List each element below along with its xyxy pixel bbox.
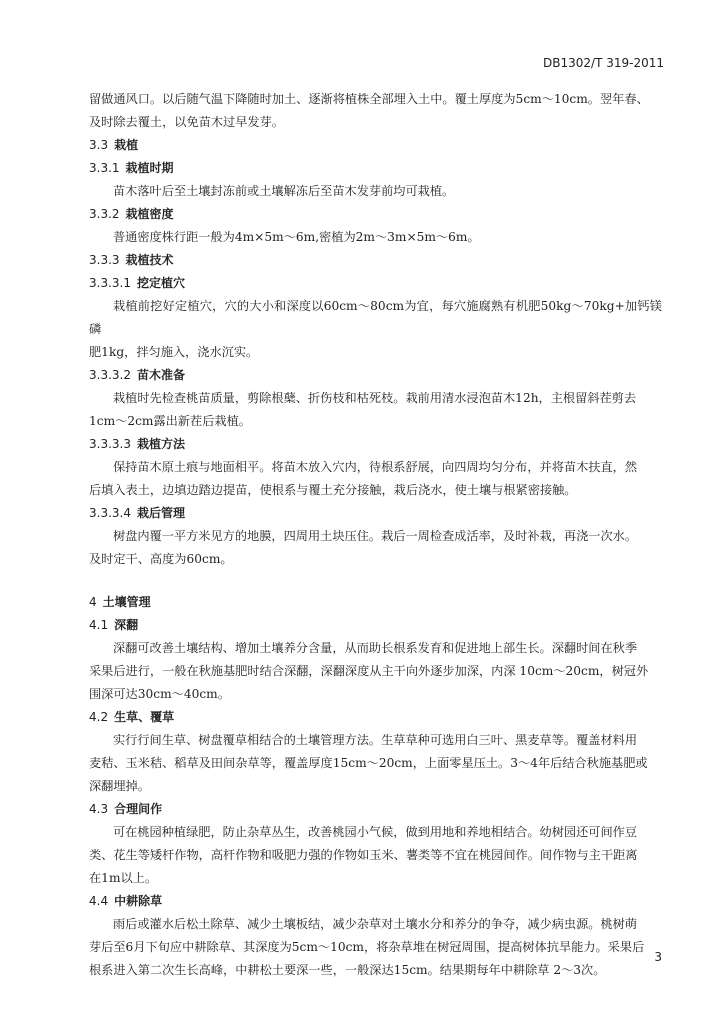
section-heading: [89, 203, 662, 226]
section-title: 栽植技术: [125, 253, 174, 267]
section-heading: [89, 157, 662, 180]
section-number: 4.1: [89, 618, 109, 632]
section-heading: [89, 614, 662, 637]
paragraph: 后填入表土，边填边踏边提苗，使根系与覆土充分接触，栽后浇水，使土壤与根紧密接触。: [89, 483, 577, 497]
section-title: 栽植时期: [125, 161, 174, 175]
paragraph: 保持苗木原土痕与地面相平。将苗木放入穴内，待根系舒展，向四周均匀分布，并将苗木扶直，然: [113, 460, 638, 474]
section-number: 3.3.3.1: [89, 276, 131, 290]
section-title: 土壤管理: [102, 595, 151, 609]
paragraph: 深翻埋掉。: [89, 779, 150, 793]
section-heading: [89, 272, 662, 295]
section-number: 3.3: [89, 138, 109, 152]
section-number: 4.2: [89, 710, 109, 724]
paragraph: 栽植时先检查桃苗质量，剪除根蘖、折伤枝和枯死枝。栽前用清水浸泡苗木12h，主根留斜茬剪去: [113, 391, 637, 405]
paragraph: 及时除去覆土，以免苗木过早发芽。: [89, 115, 284, 129]
paragraph: 深翻可改善土壤结构、增加土壤养分含量，从而助长根系发育和促进地上部生长。深翻时间在秋季: [113, 641, 638, 655]
paragraph: 芽后至6月下旬应中耕除草、其深度为5cm～10cm，将杂草堆在树冠周围，提高树体抗旱能力。采果后: [89, 940, 645, 954]
section-heading: [89, 798, 662, 821]
document-code: DB1302/T 319-2011: [543, 56, 664, 70]
section-number: 3.3.3: [89, 253, 120, 267]
section-number: 4.3: [89, 802, 109, 816]
paragraph: 普通密度株行距一般为4m×5m～6m,密植为2m～3m×5m～6m。: [113, 230, 480, 244]
section-heading: [89, 433, 662, 456]
section-title: 中耕除草: [114, 894, 163, 908]
section-number: 3.3.3.2: [89, 368, 131, 382]
paragraph: 可在桃园种植绿肥，防止杂草丛生，改善桃园小气候，做到用地和养地相结合。幼树园还可间作豆: [113, 825, 638, 839]
paragraph: 肥1kg，拌匀施入，浇水沉实。: [89, 345, 259, 359]
section-number: 3.3.3.4: [89, 506, 131, 520]
section-number: 4: [89, 595, 97, 609]
section-number: 3.3.3.3: [89, 437, 131, 451]
section-number: 4.4: [89, 894, 109, 908]
section-title: 苗木准备: [136, 368, 185, 382]
section-heading: [89, 364, 662, 387]
paragraph: 实行行间生草、树盘覆草相结合的土壤管理方法。生草草种可选用白三叶、黑麦草等。覆盖材料用: [113, 733, 638, 747]
paragraph: 根系进入第二次生长高峰，中耕松土要深一些，一般深达15cm。结果期每年中耕除草 2～3次。: [89, 963, 606, 977]
section-title: 栽植密度: [125, 207, 174, 221]
paragraph: 采果后进行，一般在秋施基肥时结合深翻，深翻深度从主干向外逐步加深，内深 10cm～20cm，树冠外: [89, 664, 649, 678]
paragraph: 类、花生等矮杆作物，高杆作物和吸肥力强的作物如玉米、薯类等不宜在桃园间作。间作物与主干距离: [89, 848, 638, 862]
paragraph: 及时定干、高度为60cm。: [89, 552, 233, 566]
section-number: 3.3.2: [89, 207, 120, 221]
section-title: 生草、覆草: [114, 710, 175, 724]
paragraph: 苗木落叶后至土壤封冻前或土壤解冻后至苗木发芽前均可栽植。: [113, 184, 455, 198]
section-heading: [89, 502, 662, 525]
paragraph: 麦秸、玉米秸、稻草及田间杂草等，覆盖厚度15cm～20cm，上面零星压土。3～4年后结合秋施基肥或: [89, 756, 648, 770]
section-number: 3.3.1: [89, 161, 120, 175]
chapter-heading: [89, 591, 662, 614]
section-heading: [89, 706, 662, 729]
section-title: 深翻: [114, 618, 139, 632]
paragraph: 1cm～2cm露出新茬后栽植。: [89, 414, 251, 428]
paragraph: 在1m以上。: [89, 871, 158, 885]
section-title: 挖定植穴: [136, 276, 185, 290]
section-title: 栽后管理: [136, 506, 185, 520]
section-heading: [89, 249, 662, 272]
section-heading: [89, 890, 662, 913]
section-title: 合理间作: [114, 802, 163, 816]
paragraph: 围深可达30cm～40cm。: [89, 687, 230, 701]
document-body: [89, 88, 662, 982]
page-number: 3: [654, 950, 662, 964]
section-title: 栽植: [114, 138, 139, 152]
section-title: 栽植方法: [136, 437, 185, 451]
section-heading: [89, 134, 662, 157]
paragraph: 雨后或灌水后松土除草、减少土壤板结，减少杂草对土壤水分和养分的争夺，减少病虫源。桃树萌: [113, 917, 638, 931]
paragraph: 栽植前挖好定植穴，穴的大小和深度以60cm～80cm为宜，每穴施腐熟有机肥50kg～70kg+加钙镁磷: [89, 299, 662, 336]
section-spacer: [89, 571, 662, 591]
paragraph: 树盘内覆一平方米见方的地膜，四周用土块压住。栽后一周检查成活率，及时补栽，再浇一次水。: [113, 529, 638, 543]
paragraph: 留做通风口。以后随气温下降随时加土、逐渐将植株全部埋入土中。覆土厚度为5cm～10cm。翌年春、: [89, 92, 649, 106]
